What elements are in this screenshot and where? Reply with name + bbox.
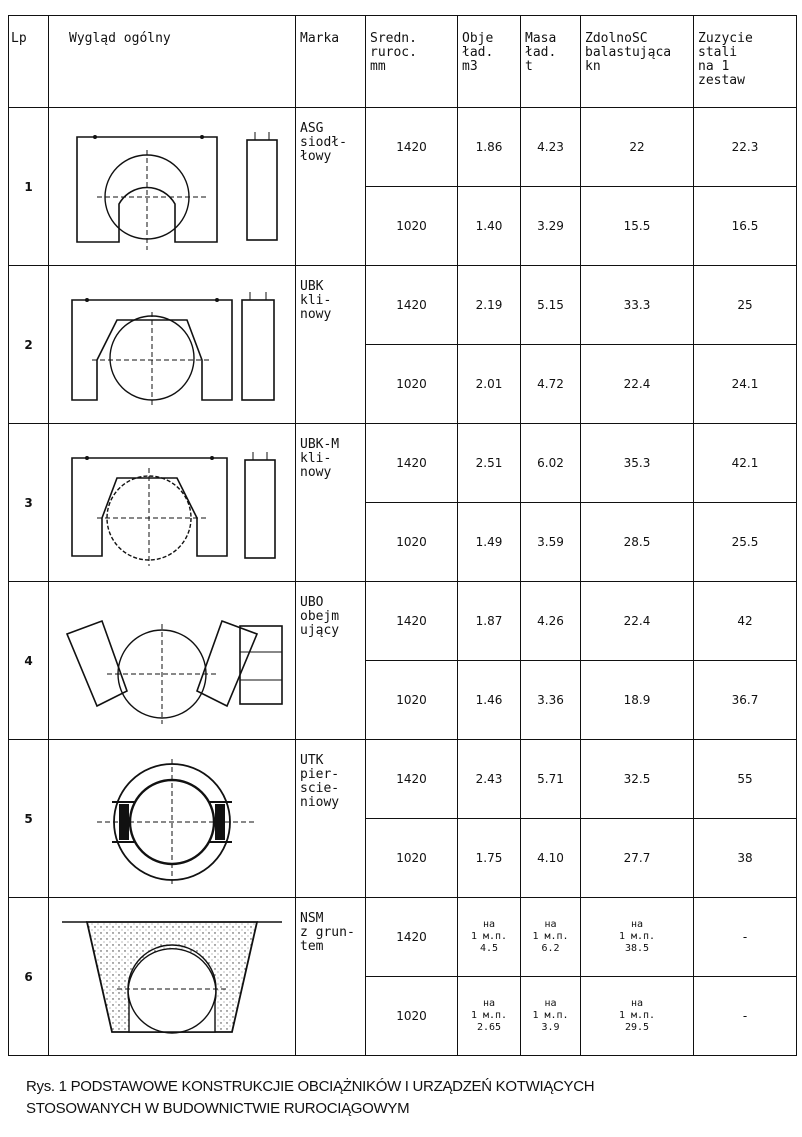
header-zdolnosc: ZdolnoSC balastująca kn	[581, 16, 694, 108]
zdolnosc-cell: 27.7	[581, 819, 694, 898]
siodlowy-figure	[49, 108, 296, 266]
zdolnosc-cell: 22.4	[581, 582, 694, 661]
zuzycie-cell: 24.1	[694, 345, 797, 424]
marka-cell: UBK kli- nowy	[296, 266, 366, 424]
objetosc-cell: 1.40	[458, 187, 521, 266]
objetosc-cell: 1.46	[458, 661, 521, 740]
masa-cell: 3.29	[521, 187, 581, 266]
klinowy-figure	[49, 266, 296, 424]
objetosc-cell: 2.01	[458, 345, 521, 424]
marka-cell: UBK-M kli- nowy	[296, 424, 366, 582]
sredn-cell: 1020	[366, 503, 458, 582]
row-number: 1	[9, 108, 49, 266]
table-row	[9, 898, 797, 977]
zdolnosc-cell: на 1 м.п. 29.5	[581, 977, 694, 1056]
marka-cell: UBO obejm ujący	[296, 582, 366, 740]
objetosc-cell: на 1 м.п. 4.5	[458, 898, 521, 977]
header-objetosc: Obje ład. m3	[458, 16, 521, 108]
zdolnosc-cell: 32.5	[581, 740, 694, 819]
objetosc-cell: 2.19	[458, 266, 521, 345]
zdolnosc-cell: на 1 м.п. 38.5	[581, 898, 694, 977]
objetosc-cell: 1.87	[458, 582, 521, 661]
sredn-cell: 1420	[366, 266, 458, 345]
zuzycie-cell: 25.5	[694, 503, 797, 582]
obejmujacy-figure	[49, 582, 296, 740]
sredn-cell: 1020	[366, 661, 458, 740]
figure-caption	[26, 1076, 796, 1120]
masa-cell: 5.71	[521, 740, 581, 819]
sredn-cell: 1020	[366, 819, 458, 898]
zuzycie-cell: -	[694, 977, 797, 1056]
marka-cell: NSM z grun- tem	[296, 898, 366, 1056]
row-number: 3	[9, 424, 49, 582]
zdolnosc-cell: 35.3	[581, 424, 694, 503]
pierscieniowy-figure	[49, 740, 296, 898]
masa-cell: 3.59	[521, 503, 581, 582]
sredn-cell: 1420	[366, 424, 458, 503]
objetosc-cell: 2.51	[458, 424, 521, 503]
zuzycie-cell: 36.7	[694, 661, 797, 740]
zuzycie-cell: 16.5	[694, 187, 797, 266]
klinowy-m-figure	[49, 424, 296, 582]
masa-cell: 6.02	[521, 424, 581, 503]
caption-line-1: Rys. 1 PODSTAWOWE KONSTRUKCJIE OBCIĄŻNIKÓW I URZĄDZEŃ KOTWIĄCYCH	[26, 1078, 595, 1095]
masa-cell: 4.10	[521, 819, 581, 898]
table-row	[9, 582, 797, 661]
sredn-cell: 1020	[366, 977, 458, 1056]
zdolnosc-cell: 33.3	[581, 266, 694, 345]
zdolnosc-cell: 18.9	[581, 661, 694, 740]
marka-cell: UTK pier- scie- niowy	[296, 740, 366, 898]
grunt-figure	[49, 898, 296, 1056]
sredn-cell: 1020	[366, 345, 458, 424]
zuzycie-cell: 42.1	[694, 424, 797, 503]
zuzycie-cell: 55	[694, 740, 797, 819]
zdolnosc-cell: 28.5	[581, 503, 694, 582]
header-marka: Marka	[296, 16, 366, 108]
zdolnosc-cell: 15.5	[581, 187, 694, 266]
header-wyglad: Wygląd ogólny	[49, 16, 296, 108]
objetosc-cell: на 1 м.п. 2.65	[458, 977, 521, 1056]
objetosc-cell: 2.43	[458, 740, 521, 819]
masa-cell: 4.23	[521, 108, 581, 187]
row-number: 5	[9, 740, 49, 898]
sredn-cell: 1020	[366, 187, 458, 266]
sredn-cell: 1420	[366, 898, 458, 977]
masa-cell: 3.36	[521, 661, 581, 740]
weights-table	[8, 15, 797, 1056]
masa-cell: на 1 м.п. 6.2	[521, 898, 581, 977]
table-row	[9, 740, 797, 819]
header-lp: Lp	[9, 16, 49, 108]
table-row	[9, 266, 797, 345]
row-number: 4	[9, 582, 49, 740]
zdolnosc-cell: 22.4	[581, 345, 694, 424]
header-masa: Masa ład. t	[521, 16, 581, 108]
header-sredn: Sredn. ruroc. mm	[366, 16, 458, 108]
masa-cell: на 1 м.п. 3.9	[521, 977, 581, 1056]
sredn-cell: 1420	[366, 108, 458, 187]
caption-line-2: STOSOWANYCH W BUDOWNICTWIE RUROCIĄGOWYM	[26, 1100, 410, 1117]
header-zuzycie: Zuzycie stali na 1 zestaw	[694, 16, 797, 108]
zuzycie-cell: 42	[694, 582, 797, 661]
row-number: 2	[9, 266, 49, 424]
objetosc-cell: 1.75	[458, 819, 521, 898]
objetosc-cell: 1.49	[458, 503, 521, 582]
objetosc-cell: 1.86	[458, 108, 521, 187]
masa-cell: 4.26	[521, 582, 581, 661]
zuzycie-cell: 38	[694, 819, 797, 898]
sredn-cell: 1420	[366, 582, 458, 661]
zuzycie-cell: -	[694, 898, 797, 977]
header-row	[9, 16, 797, 108]
table-row	[9, 108, 797, 187]
table-row	[9, 424, 797, 503]
marka-cell: ASG siodł- łowy	[296, 108, 366, 266]
masa-cell: 5.15	[521, 266, 581, 345]
zdolnosc-cell: 22	[581, 108, 694, 187]
sredn-cell: 1420	[366, 740, 458, 819]
masa-cell: 4.72	[521, 345, 581, 424]
zuzycie-cell: 25	[694, 266, 797, 345]
zuzycie-cell: 22.3	[694, 108, 797, 187]
row-number: 6	[9, 898, 49, 1056]
